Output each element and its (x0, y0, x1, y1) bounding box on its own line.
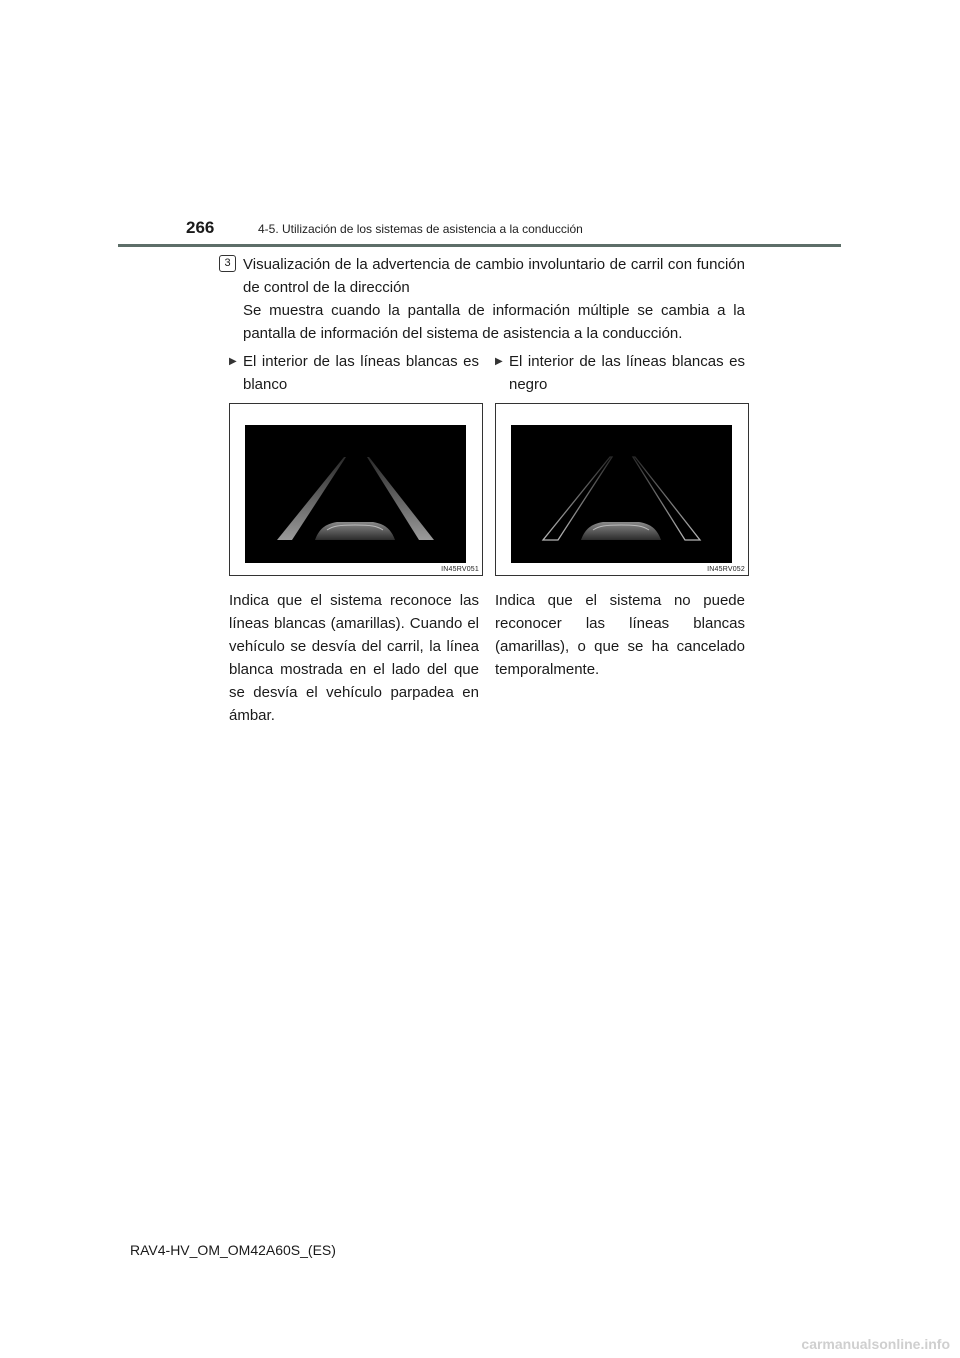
column-right-label-text: El interior de las líneas blancas es negro (509, 353, 745, 393)
display-background (511, 425, 732, 563)
column-right-label (495, 350, 745, 396)
figure-code: IN45RV051 (441, 566, 479, 573)
column-left-label (229, 350, 479, 396)
section-header: 4-5. Utilización de los sistemas de asistencia a la conducción (258, 222, 583, 236)
column-right-description: Indica que el sistema no puede reconocer las líneas blancas (amarillas), o que se ha cancelado temporalmente. (495, 592, 745, 678)
column-left-label-text: El interior de las líneas blancas es blanco (243, 353, 479, 393)
display-background (245, 425, 466, 563)
header-rule (118, 244, 841, 247)
triangle-right-icon: ▶ (495, 356, 503, 367)
figure-right (495, 403, 749, 576)
lane-display-filled (245, 425, 466, 563)
figure-left (229, 403, 483, 576)
triangle-right-icon: ▶ (229, 356, 237, 367)
footer-model-code: RAV4-HV_OM_OM42A60S_(ES) (130, 1242, 336, 1258)
page-number: 266 (186, 218, 215, 237)
item-title: Visualización de la advertencia de cambio involuntario de carril con función de control de la dirección (243, 256, 745, 296)
lane-display-outlined (511, 425, 732, 563)
item-body: Se muestra cuando la pantalla de información múltiple se cambia a la pantalla de información del sistema de asistencia a la conducción. (243, 302, 745, 342)
figure-code: IN45RV052 (707, 566, 745, 573)
watermark: carmanualsonline.info (801, 1336, 950, 1352)
item-number-badge: 3 (219, 255, 236, 272)
column-left-description: Indica que el sistema reconoce las líneas blancas (amarillas). Cuando el vehículo se desvía del carril, la línea blanca mostrada en el lado del que se desvía el vehículo parpadea en ámbar. (229, 592, 479, 724)
